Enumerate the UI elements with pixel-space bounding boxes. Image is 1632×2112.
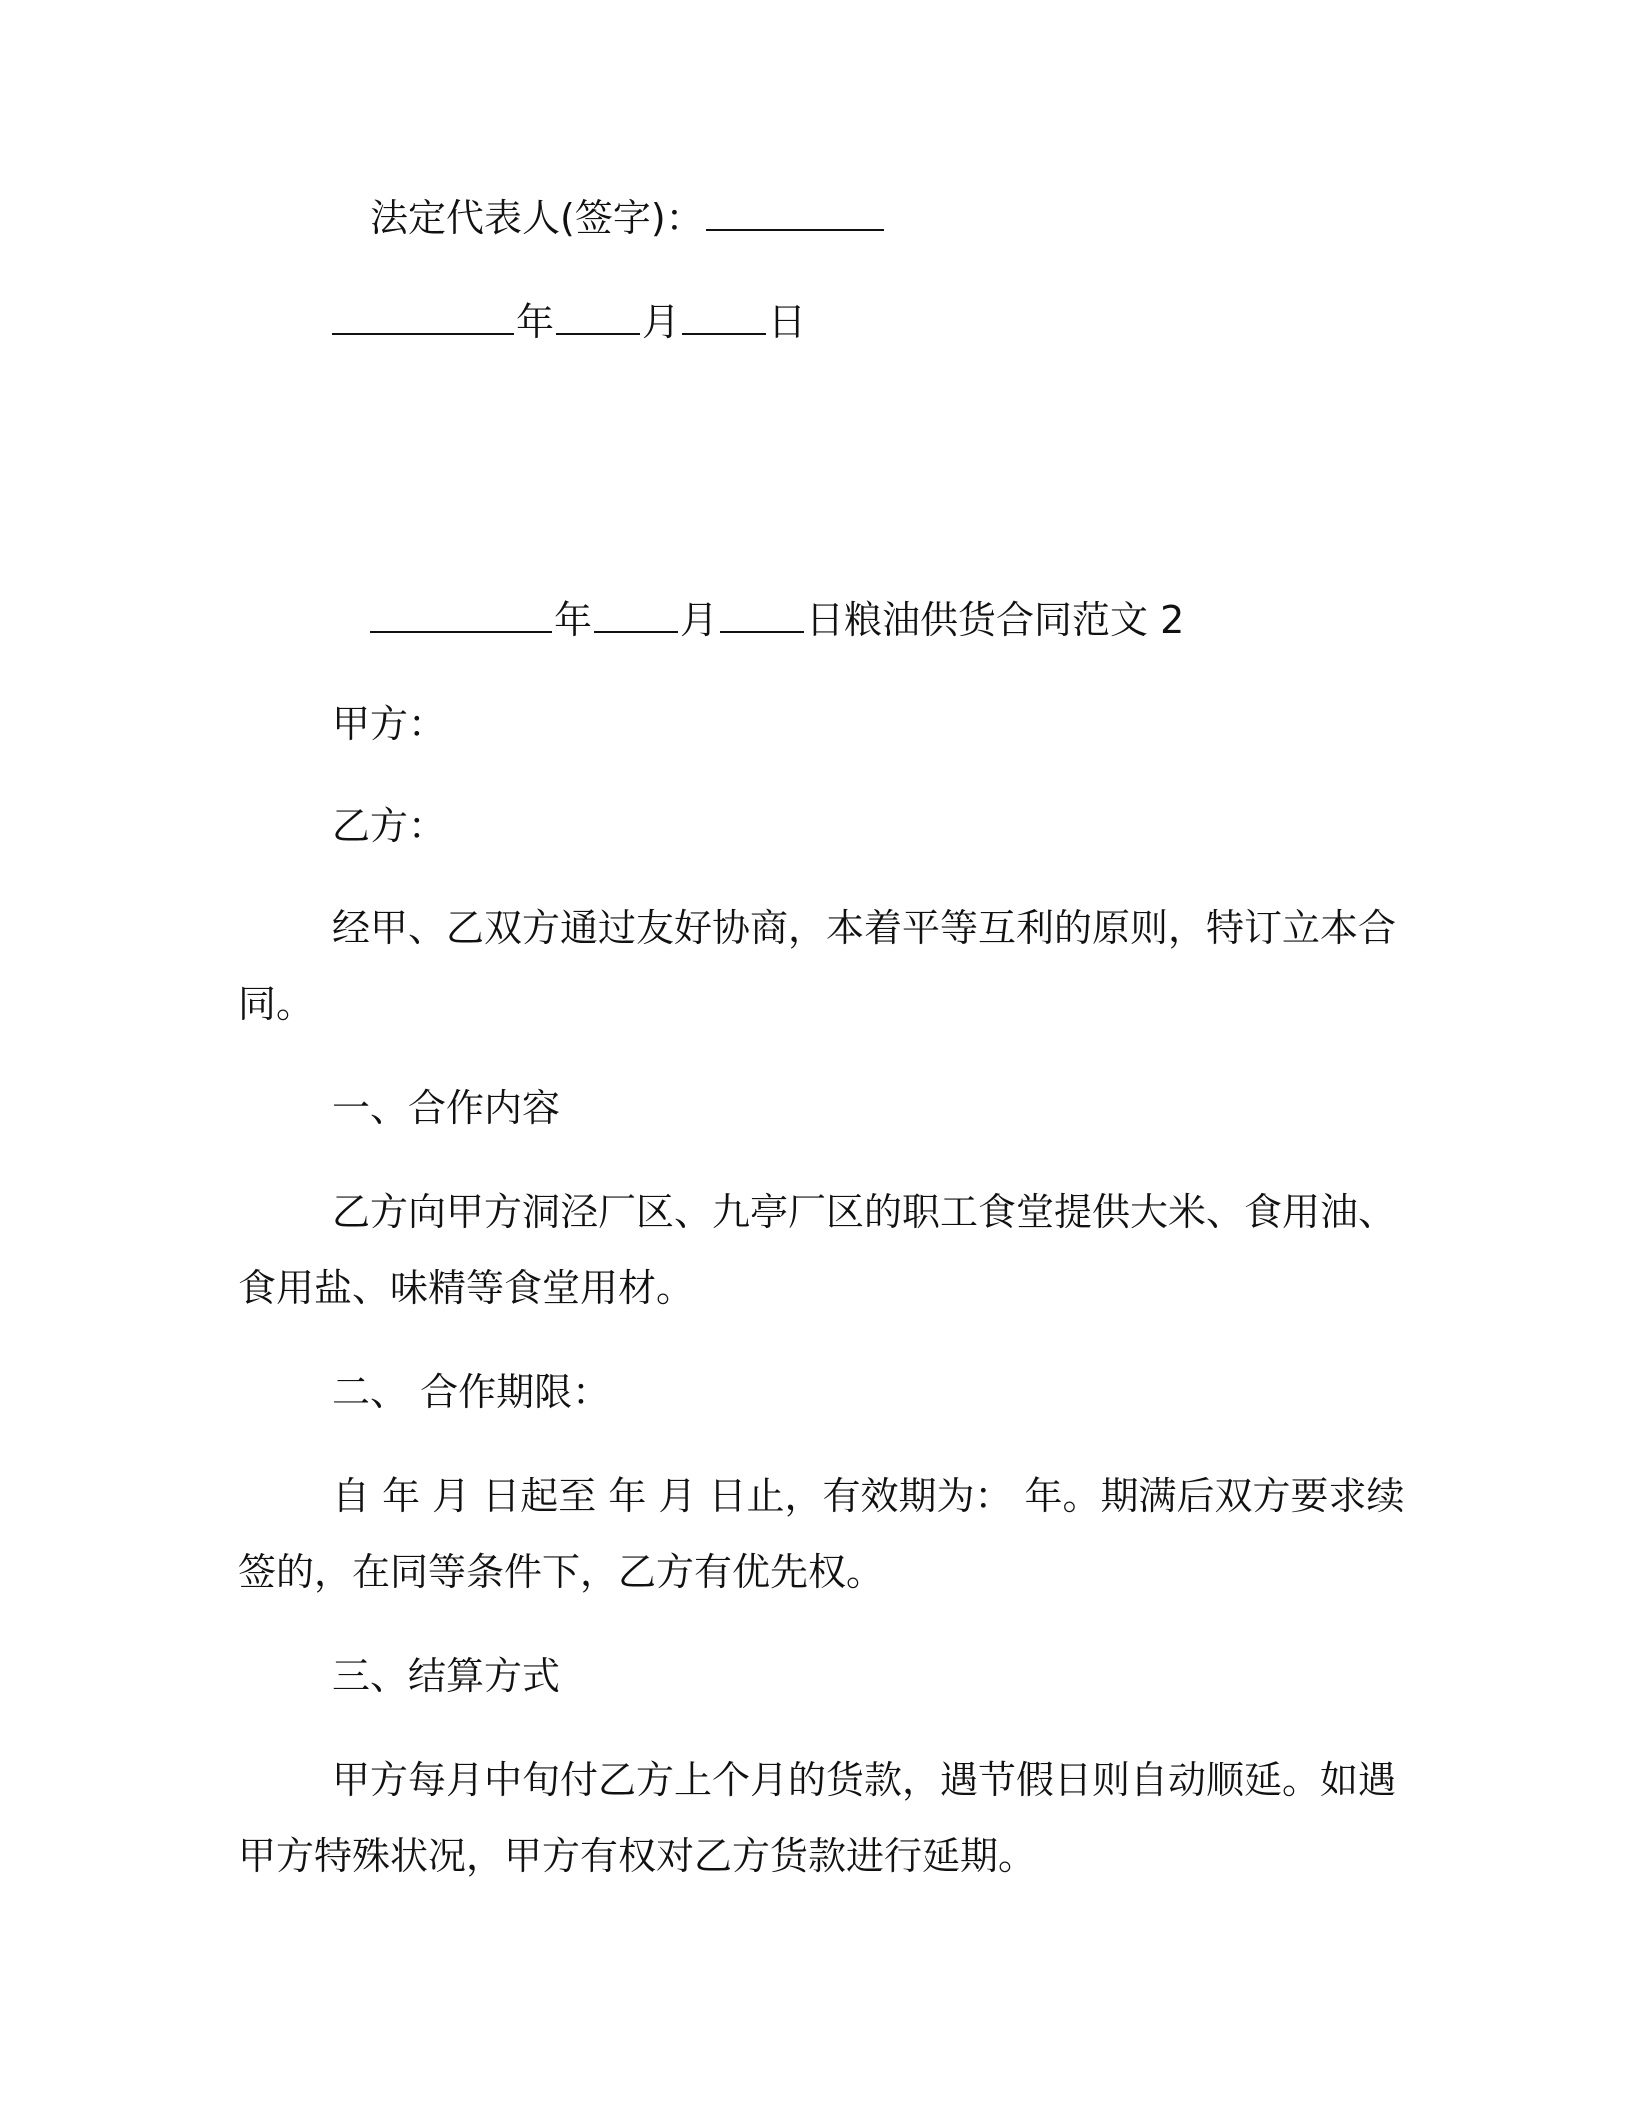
intro-line-1: 经甲、乙双方通过友好协商，本着平等互利的原则，特订立本合 — [332, 906, 1397, 950]
party-a-line: 甲方： — [332, 702, 447, 746]
section3-line-1: 甲方每月中旬付乙方上个月的货款，遇节假日则自动顺延。如遇 — [332, 1758, 1397, 1802]
party-b-line: 乙方： — [332, 804, 447, 848]
representative-label: 法定代表人(签字)： — [370, 196, 704, 240]
contract-title — [370, 596, 1184, 644]
section2-line-2: 签的，在同等条件下，乙方有优先权。 — [238, 1550, 885, 1594]
title-text: 日粮油供货合同范文 2 — [806, 598, 1185, 642]
section3-heading: 三、结算方式 — [332, 1654, 561, 1698]
date-day: 日 — [768, 300, 807, 344]
title-year-blank — [370, 601, 552, 633]
signature-date-line — [332, 298, 806, 346]
section1-line-2: 食用盐、味精等食堂用材。 — [238, 1266, 695, 1310]
intro-line-2: 同。 — [238, 982, 315, 1026]
date-year: 年 — [516, 300, 555, 344]
day-blank — [682, 303, 766, 335]
signature-blank — [706, 199, 884, 231]
section2-heading: 二、 合作期限： — [332, 1370, 611, 1414]
title-day-blank — [720, 601, 804, 633]
title-year: 年 — [554, 598, 593, 642]
section1-line-1: 乙方向甲方洞泾厂区、九亭厂区的职工食堂提供大米、食用油、 — [332, 1190, 1397, 1234]
section2-line-1: 自 年 月 日起至 年 月 日止，有效期为： 年。期满后双方要求续 — [332, 1474, 1405, 1518]
year-blank — [332, 303, 514, 335]
section1-heading: 一、合作内容 — [332, 1086, 561, 1130]
title-month: 月 — [680, 598, 719, 642]
month-blank — [556, 303, 640, 335]
representative-signature-line — [370, 194, 886, 242]
title-month-blank — [594, 601, 678, 633]
section3-line-2: 甲方特殊状况，甲方有权对乙方货款进行延期。 — [238, 1834, 1037, 1878]
date-month: 月 — [642, 300, 681, 344]
